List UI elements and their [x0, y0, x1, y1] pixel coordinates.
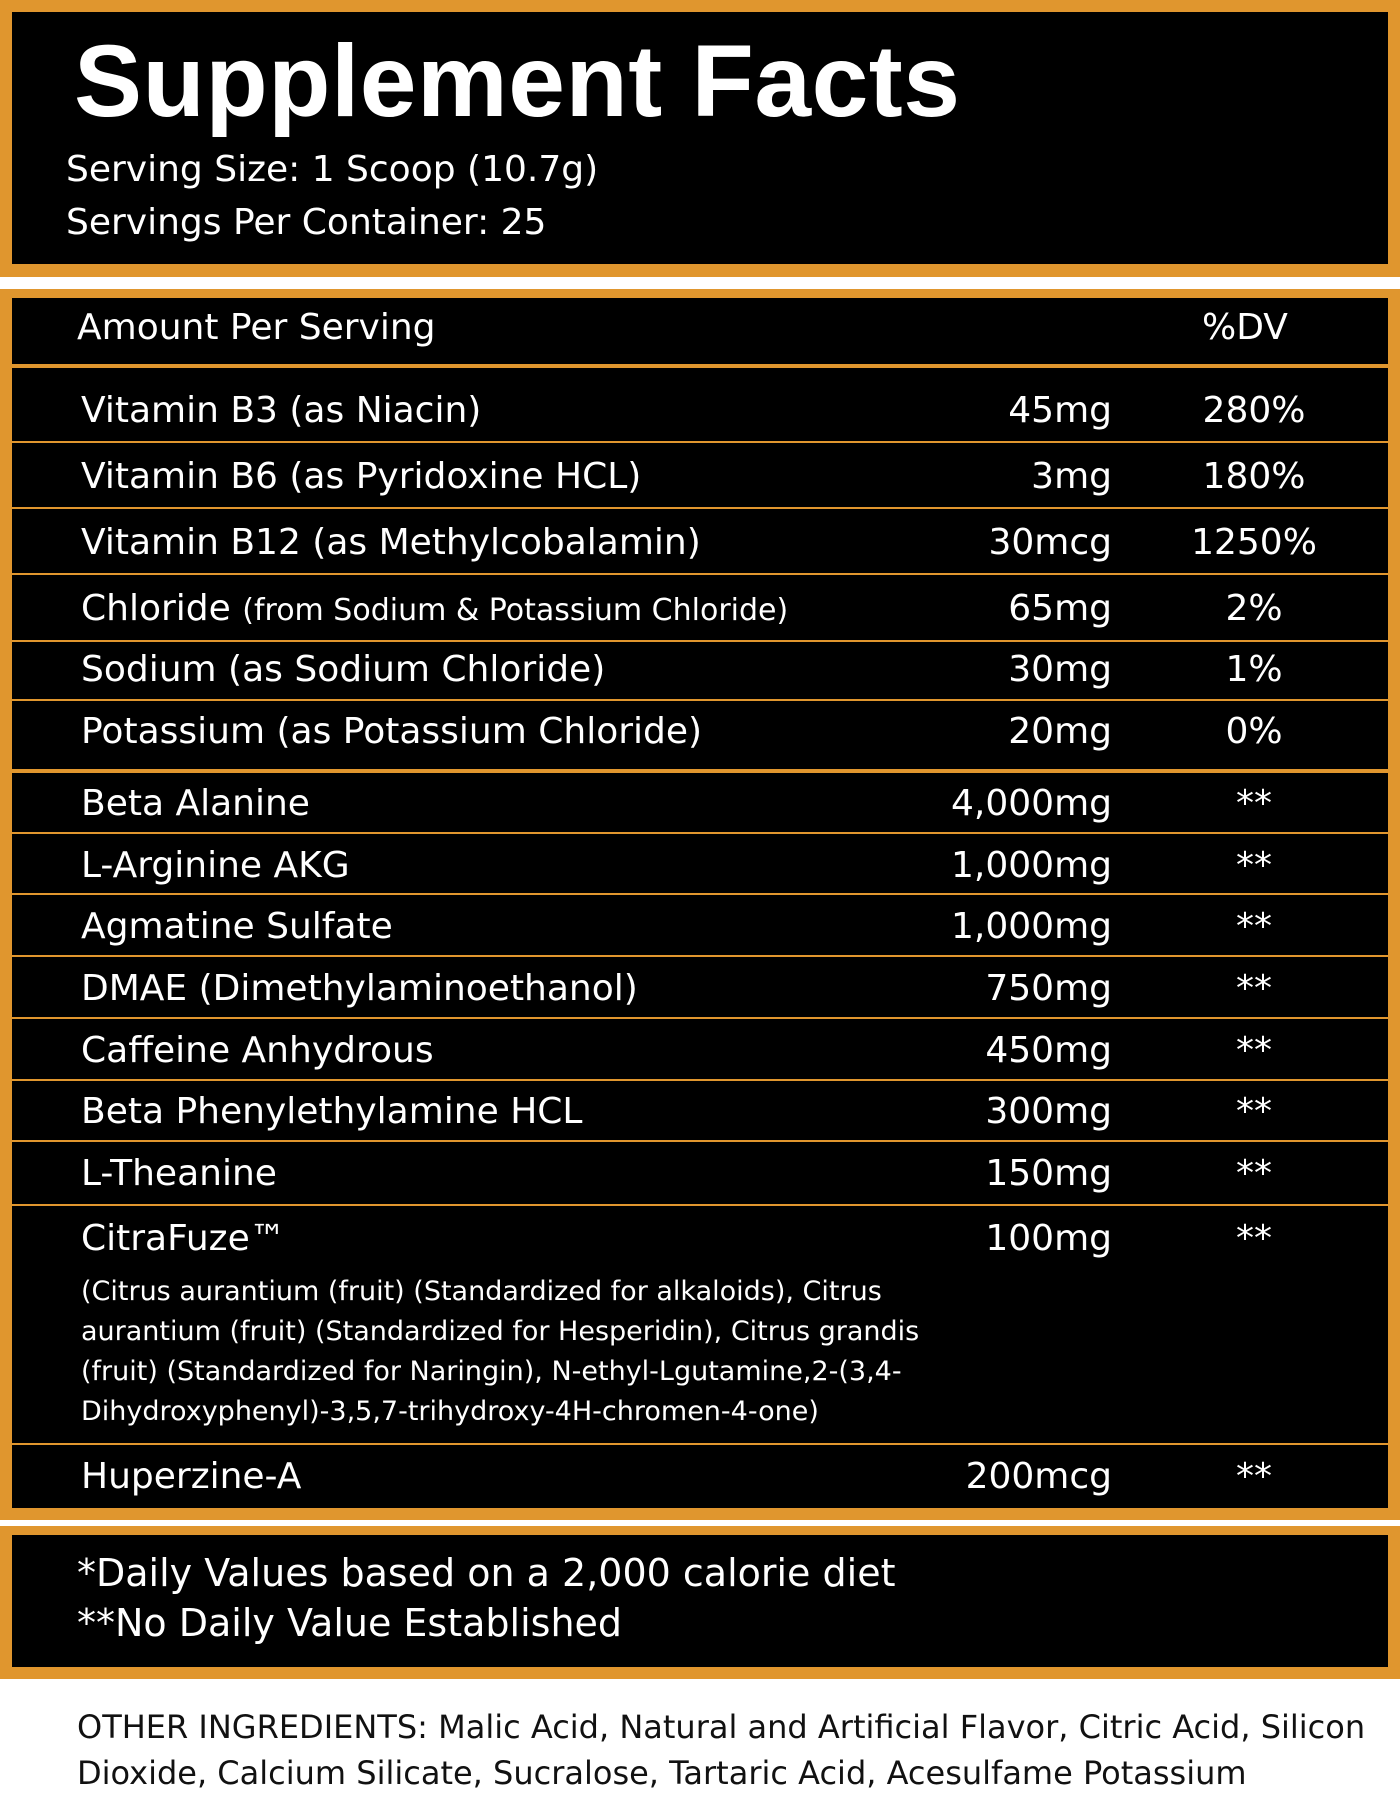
table-row: [0, 838, 1400, 888]
row-divider: [12, 1079, 1388, 1081]
ingredient-amount: 750mg: [985, 968, 1112, 1009]
ingredient-name: Caffeine Anhydrous: [81, 1030, 434, 1071]
table-row: [0, 449, 1400, 499]
ingredient-dv: **: [1236, 783, 1272, 824]
row-divider: [12, 1140, 1388, 1142]
ingredient-amount: 450mg: [985, 1030, 1112, 1071]
other-ingredients-text: Malic Acid, Natural and Artificial Flavor, Citric Acid, Silicon Dioxide, Calcium Silicate, Sucralose, Tartaric Acid, Acesulfame Potassium: [77, 1708, 1366, 1792]
percent-dv-header: %DV: [1202, 307, 1288, 348]
table-row: [0, 1211, 1400, 1261]
ingredient-amount: 200mcg: [965, 1456, 1112, 1497]
ingredient-description: (Citrus aurantium (fruit) (Standardized for alkaloids), Citrus aurantium (fruit) (Standardized for Hesperidin), Citrus grandis (fruit) (Standardized for Naringin), N-ethyl-Lgutamine,2-(3,4-Dihydroxyphenyl)-3,5,7-trihydroxy-4H-chromen-4-one): [81, 1276, 920, 1427]
nutrient-name-detail: (from Sodium & Potassium Chloride): [242, 593, 789, 628]
row-divider: [12, 832, 1388, 834]
nutrient-dv: 1%: [1225, 649, 1283, 690]
nutrient-name: Vitamin B6 (as Pyridoxine HCL): [81, 456, 642, 497]
ingredient-dv: **: [1236, 1218, 1272, 1259]
ingredient-dv: **: [1236, 1456, 1272, 1497]
ingredient-name: Agmatine Sulfate: [81, 906, 393, 947]
table-row: [0, 383, 1400, 433]
ingredient-name: L-Theanine: [81, 1153, 277, 1194]
table-row: [0, 642, 1400, 692]
nutrient-amount: 65mg: [1008, 588, 1112, 629]
ingredient-dv: **: [1236, 906, 1272, 947]
nutrient-amount: 20mg: [1008, 711, 1112, 752]
page-title: Supplement Facts: [74, 24, 961, 138]
table-row: [0, 1449, 1400, 1499]
table-row: [0, 581, 1400, 631]
nutrient-dv: 280%: [1202, 390, 1306, 431]
table-row: [0, 1084, 1400, 1134]
ingredient-name: CitraFuze™: [81, 1218, 286, 1259]
nutrient-dv: 180%: [1202, 456, 1306, 497]
other-ingredients: [77, 1704, 1397, 1796]
row-divider: [12, 893, 1388, 895]
row-divider: [12, 1017, 1388, 1019]
footnote-daily-values: *Daily Values based on a 2,000 calorie diet: [77, 1551, 896, 1595]
table-row: [0, 704, 1400, 754]
ingredient-amount: 1,000mg: [951, 906, 1112, 947]
row-divider: [12, 507, 1388, 509]
nutrient-amount: 30mcg: [988, 522, 1112, 563]
row-divider: [12, 1443, 1388, 1445]
footnote-no-daily-value: **No Daily Value Established: [77, 1601, 623, 1645]
ingredient-dv: **: [1236, 1153, 1272, 1194]
nutrient-name-main: Chloride: [81, 588, 231, 629]
nutrient-name: [81, 588, 789, 629]
ingredient-dv: **: [1236, 1030, 1272, 1071]
section-divider: [12, 769, 1388, 773]
nutrient-amount: 30mg: [1008, 649, 1112, 690]
servings-per-container: Servings Per Container: 25: [66, 202, 547, 243]
nutrient-name: Sodium (as Sodium Chloride): [81, 649, 606, 690]
ingredient-name: L-Arginine AKG: [81, 845, 350, 886]
nutrient-dv: 1250%: [1191, 522, 1317, 563]
other-ingredients-label: OTHER INGREDIENTS:: [77, 1708, 428, 1746]
table-row: [0, 961, 1400, 1011]
nutrient-name: Vitamin B3 (as Niacin): [81, 390, 482, 431]
table-row: [0, 899, 1400, 949]
table-row: [0, 515, 1400, 565]
nutrient-dv: 2%: [1225, 588, 1283, 629]
table-row: [0, 1023, 1400, 1073]
ingredient-name: DMAE (Dimethylaminoethanol): [81, 968, 638, 1009]
nutrient-name: Vitamin B12 (as Methylcobalamin): [81, 522, 701, 563]
ingredient-name: Huperzine-A: [81, 1456, 302, 1497]
ingredient-amount: 100mg: [985, 1218, 1112, 1259]
ingredient-amount: 1,000mg: [951, 845, 1112, 886]
serving-size: Serving Size: 1 Scoop (10.7g): [66, 149, 599, 190]
row-divider: [12, 955, 1388, 957]
table-row: [0, 1146, 1400, 1196]
nutrient-amount: 45mg: [1008, 390, 1112, 431]
row-divider: [12, 699, 1388, 701]
row-divider: [12, 1204, 1388, 1206]
ingredient-name: Beta Phenylethylamine HCL: [81, 1091, 583, 1132]
ingredient-dv: **: [1236, 1091, 1272, 1132]
table-row: [0, 776, 1400, 826]
ingredient-amount: 300mg: [985, 1091, 1112, 1132]
nutrient-amount: 3mg: [1031, 456, 1112, 497]
amount-per-serving-header: Amount Per Serving: [77, 307, 436, 348]
row-divider: [12, 573, 1388, 575]
nutrient-dv: 0%: [1225, 711, 1283, 752]
ingredient-dv: **: [1236, 845, 1272, 886]
ingredient-name: Beta Alanine: [81, 783, 310, 824]
ingredient-amount: 150mg: [985, 1153, 1112, 1194]
ingredient-dv: **: [1236, 968, 1272, 1009]
row-divider: [12, 441, 1388, 443]
nutrient-name: Potassium (as Potassium Chloride): [81, 711, 703, 752]
header-divider: [12, 364, 1388, 368]
ingredient-amount: 4,000mg: [951, 783, 1112, 824]
